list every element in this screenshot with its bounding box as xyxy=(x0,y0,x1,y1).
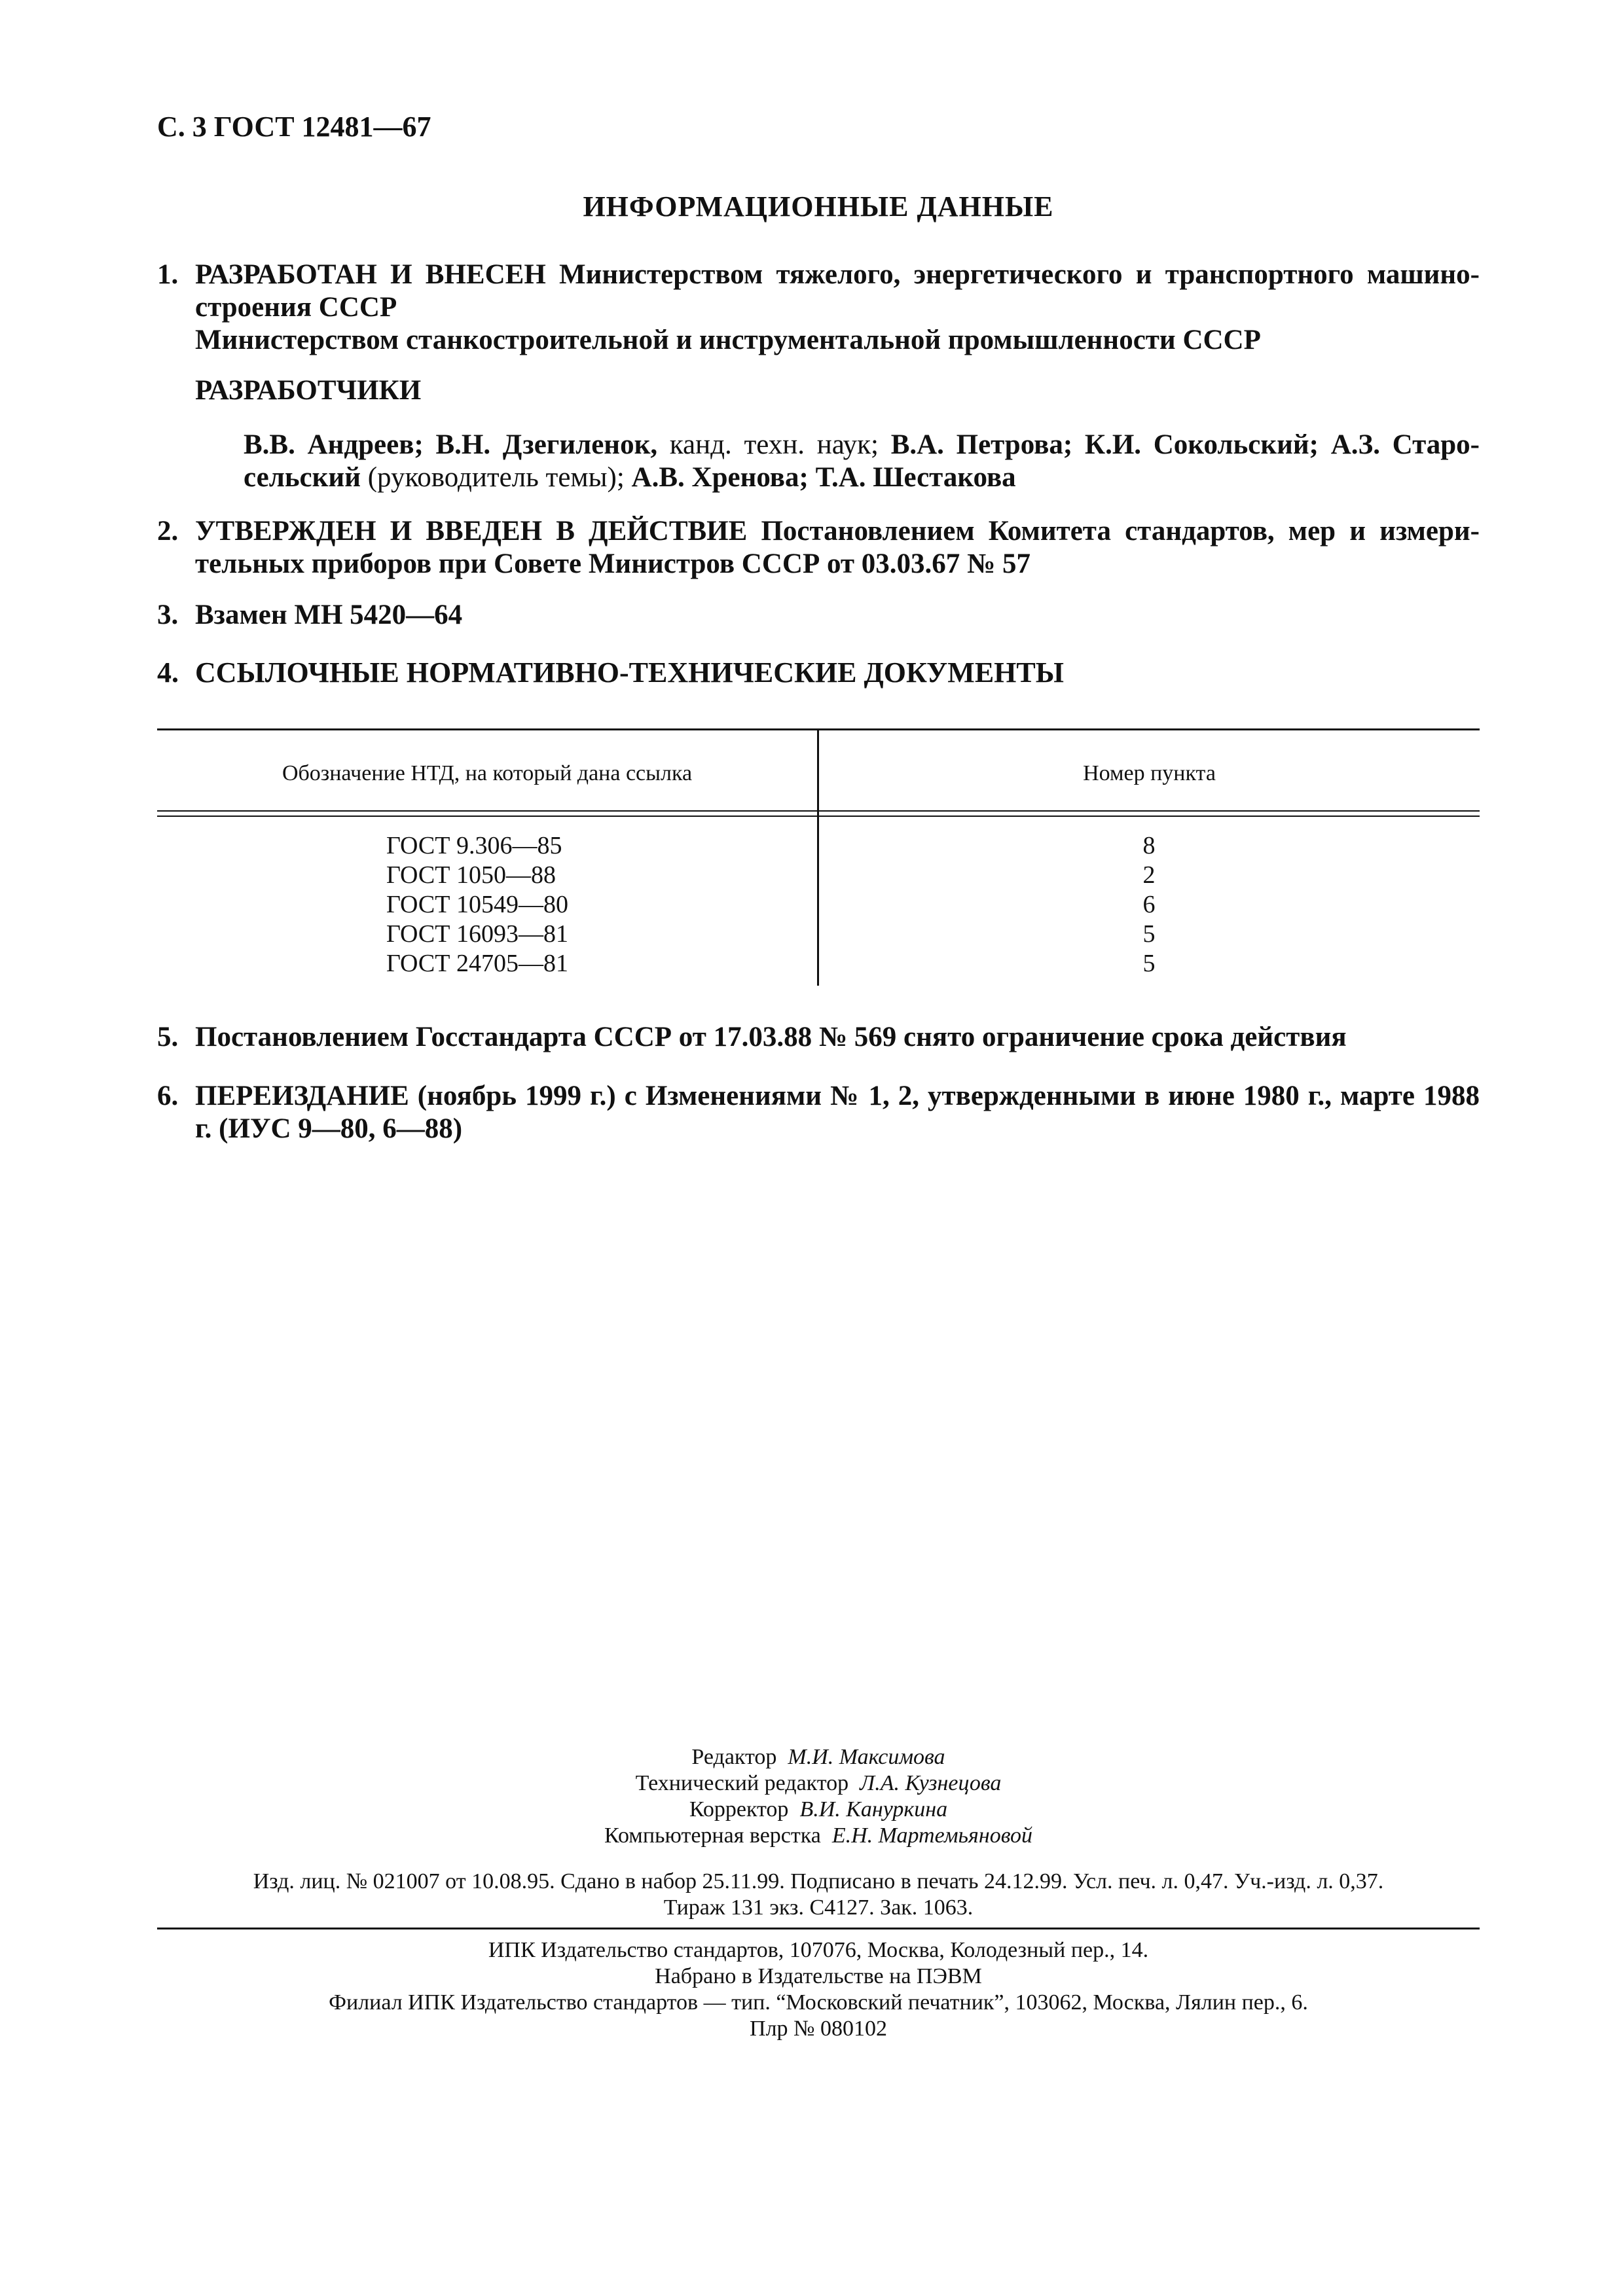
developers-role: (руководитель темы); xyxy=(360,462,632,493)
table-header-rule-2 xyxy=(157,816,1480,817)
table-cell-clause: 5 xyxy=(1142,920,1156,948)
item-3-text: Взамен МН 5420—64 xyxy=(195,600,463,630)
corrector-name: В.И. Кануркина xyxy=(799,1797,948,1821)
page-title: ИНФОРМАЦИОННЫЕ ДАННЫЕ xyxy=(583,190,1054,223)
developers-names-3: А.В. Хренова; Т.А. Шестакова xyxy=(631,462,1016,493)
item-2-lead: УТВЕРЖДЕН И ВВЕДЕН В ДЕЙСТВИЕ xyxy=(195,516,748,547)
item-6-text: ПЕРЕИЗДАНИЕ (ноябрь 1999 г.) с Изменениями № 1, 2, утвержденными в июне 1980 г., марте 1988 г. (ИУС 9—80, 6—88) xyxy=(195,1081,1480,1144)
layout-name: Е.Н. Мартемьяновой xyxy=(831,1823,1033,1848)
item-3-number: 3. xyxy=(157,600,179,630)
table-cell-clause: 6 xyxy=(1142,891,1156,918)
press-line-3: Филиал ИПК Издательство стандартов — тип. “Московский печатник”, 103062, Москва, Лялин пер., 6. xyxy=(329,1990,1308,2015)
editor-name: М.И. Максимова xyxy=(788,1745,945,1769)
item-4-number: 4. xyxy=(157,656,179,689)
credit-layout: Компьютерная верстка Е.Н. Мартемьяновой xyxy=(604,1823,1033,1848)
press-line-2: Набрано в Издательстве на ПЭВМ xyxy=(655,1964,982,1988)
item-2-text: Постановлением Комитета стандартов, мер и измери-тельных приборов при Совете Министров СССР от 03.03.67 № 57 xyxy=(195,516,1480,579)
item-6-number: 6. xyxy=(157,1081,179,1111)
colophon-credits xyxy=(157,1744,1480,1849)
item-4 xyxy=(157,656,1480,689)
developers-names-1: В.В. Андреев; В.Н. Дзегиленок, xyxy=(244,429,658,460)
item-1-line2: Министерством станкостроительной и инструментальной промышленности СССР xyxy=(195,325,1261,355)
table-cell-doc: ГОСТ 9.306—85 xyxy=(386,832,562,859)
item-5 xyxy=(157,1021,1480,1054)
table-column-documents xyxy=(386,831,568,978)
credit-tech-editor: Технический редактор Л.А. Кузнецова xyxy=(635,1771,1002,1795)
table-header-clause: Номер пункта xyxy=(1083,761,1216,785)
publication-line-1: Изд. лиц. № 021007 от 10.08.95. Сдано в набор 25.11.99. Подписано в печать 24.12.99. Усл. печ. л. 0,47. Уч.-изд. л. 0,37. xyxy=(253,1869,1384,1893)
credit-editor: Редактор М.И. Максимова xyxy=(691,1745,945,1769)
item-1-lead: РАЗРАБОТАН И ВНЕСЕН xyxy=(195,259,546,290)
developers-degree: канд. техн. наук; xyxy=(657,429,891,460)
item-5-text: Постановлением Госстандарта СССР от 17.03.88 № 569 снято ограничение срока действия xyxy=(195,1022,1347,1052)
table-cell-doc: ГОСТ 16093—81 xyxy=(386,920,568,948)
item-2 xyxy=(157,515,1480,581)
tech-editor-name: Л.А. Кузнецова xyxy=(860,1771,1002,1795)
publication-details xyxy=(157,1869,1480,1921)
table-header-rule-1 xyxy=(157,810,1480,812)
table-cell-clause: 8 xyxy=(1142,832,1156,859)
page-header: С. 3 ГОСТ 12481—67 xyxy=(157,111,431,143)
item-4-text: ССЫЛОЧНЫЕ НОРМАТИВНО-ТЕХНИЧЕСКИЕ ДОКУМЕНТЫ xyxy=(195,656,1064,689)
table-cell-doc: ГОСТ 24705—81 xyxy=(386,950,568,977)
developers-heading: РАЗРАБОТЧИКИ xyxy=(195,375,422,406)
item-3 xyxy=(157,599,1480,632)
item-6 xyxy=(157,1080,1480,1145)
item-1-text: Министерством тяжелого, энергетического и транспортного машино-строения СССР xyxy=(195,259,1480,323)
table-header-document: Обозначение НТД, на который дана ссылка xyxy=(282,761,693,785)
item-1-number: 1. xyxy=(157,259,179,290)
developers-names-2: В.А. Петрова; К.И. Сокольский; А.З. Старо-сельский xyxy=(244,429,1480,493)
press-line-1: ИПК Издательство стандартов, 107076, Москва, Колодезный пер., 14. xyxy=(488,1938,1149,1962)
table-cell-clause: 2 xyxy=(1142,861,1156,889)
printing-house xyxy=(157,1937,1480,2042)
publication-line-2: Тираж 131 экз. С4127. Зак. 1063. xyxy=(663,1895,974,1920)
table-cell-doc: ГОСТ 10549—80 xyxy=(386,891,568,918)
item-2-number: 2. xyxy=(157,516,179,547)
item-1 xyxy=(157,259,1480,357)
table-cell-clause: 5 xyxy=(1142,950,1156,977)
press-line-4: Плр № 080102 xyxy=(750,2017,887,2041)
developers-list xyxy=(244,429,1480,494)
credit-corrector: Корректор В.И. Кануркина xyxy=(689,1797,948,1821)
table-column-clauses xyxy=(1113,831,1185,978)
item-5-number: 5. xyxy=(157,1022,179,1052)
table-cell-doc: ГОСТ 1050—88 xyxy=(386,861,556,889)
imprint-rule xyxy=(157,1928,1480,1929)
